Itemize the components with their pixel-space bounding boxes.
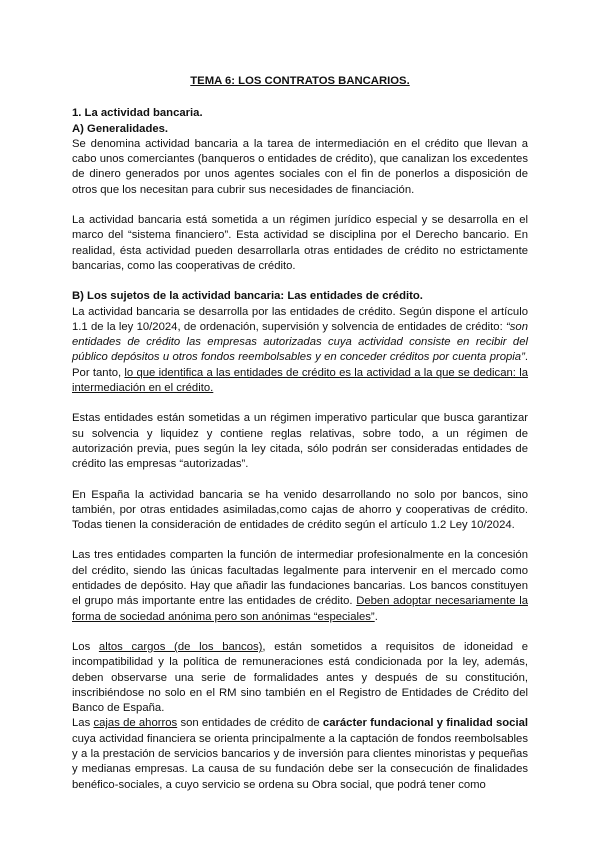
paragraph-b1: La actividad bancaria se desarrolla por las entidades de crédito. Según dispone el artículo 1.1 de la ley 10/2024, de ordenación, supervisión y solvencia de entidades de crédito: “son entidades de crédito las empresas autorizadas cuya actividad consiste en recibir del público depósitos u otros fondos reembolsables y en conceder créditos por cuenta propia”. Por tanto, lo que identifica a las entidades de crédito es la actividad a la que se dedican: la intermediación en el crédito. — [72, 305, 528, 395]
underlined-sa-note: Deben adoptar necesariamente la forma de sociedad anónima pero son anónimas “especiales” — [72, 595, 528, 623]
bold-caracter: carácter fundacional y finalidad social — [322, 717, 529, 730]
paragraph-b2: Estas entidades están sometidas a un régimen imperativo particular que busca garantizar su solvencia y liquidez y contiene reglas relativas, sobre todo, a un régimen de autorización previa, pues según la ley citada, sólo podrán ser consideradas entidades de crédito las empresas “autorizadas”. — [72, 412, 528, 471]
paragraph-b4: Las tres entidades comparten la función de intermediar profesionalmente en la concesión del crédito, siendo las únicas facultadas legalmente para intervenir en el mercado como entidades de depósito. Hay que añadir las fundaciones bancarias. Los bancos constituyen el grupo más importante entre las entidades de crédito. Deben adoptar necesariamente la forma de sociedad anónima pero son anónimas “especiales”. — [72, 549, 528, 623]
underlined-cajas: cajas de ahorros — [93, 717, 178, 730]
section-1-heading: 1. La actividad bancaria. — [72, 107, 203, 120]
law-quote: “son entidades de crédito las empresas autorizadas cuya actividad consiste en recibir del público depósitos u otros fondos reembolsables y en conceder créditos por cuenta propia” — [72, 320, 528, 364]
section-a-heading: A) Generalidades. — [72, 122, 169, 135]
paragraph-b6: Las cajas de ahorros son entidades de crédito de carácter fundacional y finalidad social cuya actividad financiera se orienta principalmente a la captación de fondos reembolsables y a la prestación de servicios bancarios y de inversión para clientes minoristas y pequeñas y medianas empresas. La causa de su fundación debe ser la consecución de finalidades benéfico-sociales, a cuyo servicio se ordena su Obra social, que podrá tener como — [72, 717, 529, 791]
underlined-altos-cargos: altos cargos (de los bancos) — [98, 640, 263, 653]
section-b-heading: B) Los sujetos de la actividad bancaria: Las entidades de crédito. — [72, 290, 423, 303]
underlined-definition: lo que identifica a las entidades de crédito es la actividad a la que se dedican: la intermediación en el crédito. — [72, 366, 528, 395]
paragraph-b5: Los altos cargos (de los bancos), están sometidos a requisitos de idoneidad e incompatibilidad y la política de remuneraciones está condicionada por la ley, además, deben observarse una serie de formalidades antes y después de su constitución, inscribiéndose no solo en el RM sino también en el Registro de Entidades de Crédito del Banco de España. — [72, 640, 528, 715]
paragraph-a1: Se denomina actividad bancaria a la tarea de intermediación en el crédito que llevan a cabo unos comerciantes (banqueros o entidades de crédito), que canalizan los excedentes de dinero generados por unos agentes sociales con el fin de ponerlos a disposición de otros que los necesitan para cubrir sus necesidades de financiación. — [72, 137, 528, 196]
page-title: TEMA 6: LOS CONTRATOS BANCARIOS. — [190, 75, 410, 87]
paragraph-b3: En España la actividad bancaria se ha venido desarrollando no solo por bancos, sino también, por otras entidades asimiladas,como cajas de ahorro y cooperativas de crédito. Todas tienen la consideración de entidades de crédito según el artículo 1.2 Ley 10/2024. — [72, 488, 528, 532]
paragraph-a2: La actividad bancaria está sometida a un régimen jurídico especial y se desarrolla en el marco del “sistema financiero”. Esta actividad se disciplina por el Derecho bancario. En realidad, ésta actividad pueden desarrollarla otras entidades de crédito no estrictamente bancarias, como las cooperativas de crédito. — [72, 214, 528, 272]
